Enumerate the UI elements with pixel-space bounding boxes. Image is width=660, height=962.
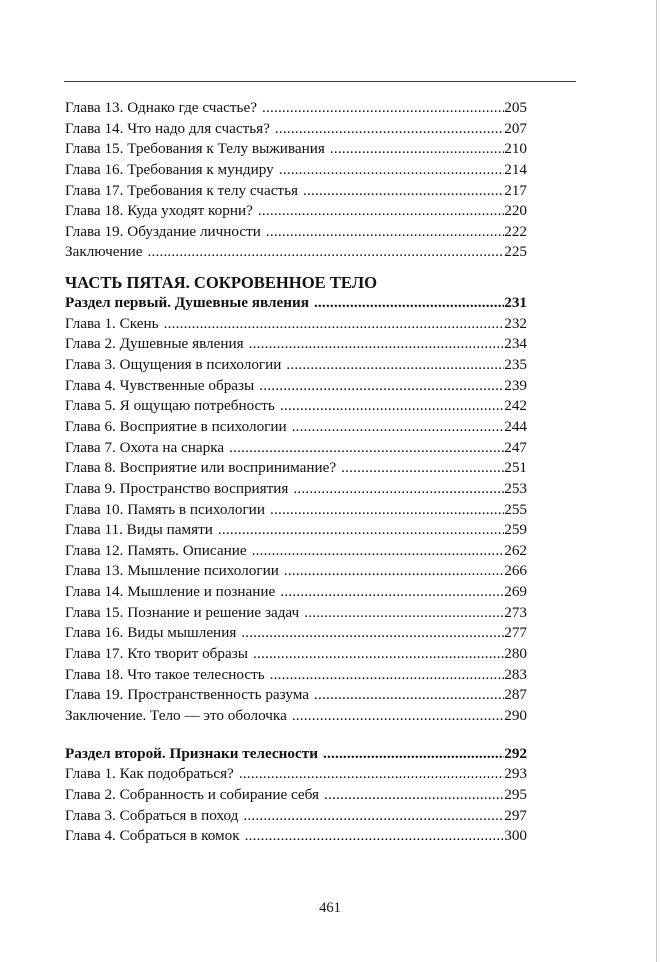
toc-block-section2	[65, 764, 527, 847]
toc-entry-page: 244	[504, 417, 527, 435]
dot-leader	[243, 806, 504, 827]
toc-entry-title: Глава 16. Виды мышления	[65, 624, 237, 642]
dot-leader	[279, 160, 505, 181]
toc-entry-title: Заключение. Тело — это оболочка	[65, 706, 287, 724]
dot-leader	[286, 355, 504, 376]
toc-entry-page: 210	[504, 140, 527, 158]
dot-leader	[275, 119, 504, 140]
section-gap	[65, 727, 527, 744]
dot-leader	[280, 396, 504, 417]
toc-entry	[65, 500, 527, 521]
toc-entry	[65, 242, 527, 263]
toc-entry	[65, 685, 527, 706]
dot-leader	[218, 520, 504, 541]
toc-entry-title: Глава 9. Пространство восприятия	[65, 479, 289, 497]
part-title: ЧАСТЬ ПЯТАЯ. СОКРОВЕННОЕ ТЕЛО	[65, 273, 378, 293]
toc-entry-title: Глава 10. Память в психологии	[65, 500, 265, 518]
toc-entry	[65, 706, 527, 727]
toc-entry-page: 205	[504, 99, 527, 116]
toc-entry-title: Глава 12. Память. Описание	[65, 541, 247, 559]
dot-leader	[266, 222, 504, 243]
toc-entry-page: 234	[504, 335, 527, 353]
dot-leader	[164, 314, 505, 335]
toc-entry-page: 293	[504, 765, 527, 783]
toc-entry-title: Глава 17. Кто творит образы	[65, 645, 248, 663]
dot-leader	[323, 744, 504, 765]
toc-entry-title: Глава 13. Мышление психологии	[65, 562, 279, 580]
toc-entry	[65, 181, 527, 202]
toc-entry	[65, 119, 527, 140]
dot-leader	[284, 561, 504, 582]
toc-entry-title: Глава 6. Восприятие в психологии	[65, 417, 287, 435]
toc-entry-title: Глава 18. Что такое телесность	[65, 665, 265, 683]
toc-entry-page: 207	[504, 119, 527, 137]
dot-leader	[330, 139, 504, 160]
toc-entry-page: 232	[504, 314, 527, 332]
toc-entry-title: Глава 2. Собранность и собирание себя	[65, 785, 320, 803]
toc-entry-page: 280	[504, 645, 527, 663]
toc-entry-title: Глава 1. Скень	[65, 314, 159, 332]
toc-entry-title: Глава 15. Требования к Телу выживания	[65, 140, 325, 158]
toc-entry-title: Заключение	[65, 243, 143, 261]
toc-entry	[65, 764, 527, 785]
toc-entry-title: Глава 18. Куда уходят корни?	[65, 202, 253, 220]
toc-entry	[65, 623, 527, 644]
toc-entry	[65, 355, 527, 376]
toc-entry-page: 266	[504, 562, 527, 580]
toc-entry	[65, 201, 527, 222]
toc-entry-title: Глава 15. Познание и решение задач	[65, 603, 300, 621]
toc-entry	[65, 417, 527, 438]
toc-entry	[65, 582, 527, 603]
dot-leader	[324, 785, 504, 806]
toc-entry-title: Глава 1. Как подобраться?	[65, 765, 234, 783]
toc-entry-title: Глава 14. Что надо для счастья?	[65, 119, 270, 137]
toc-entry-page: 295	[504, 785, 527, 803]
toc-entry-page: 300	[504, 827, 527, 845]
toc-entry-page: 259	[504, 521, 527, 539]
dot-leader	[341, 458, 504, 479]
toc-entry-title: Глава 13. Однако где счастье?	[65, 99, 257, 116]
toc-entry-title: Глава 19. Обуздание личности	[65, 222, 261, 240]
toc-entry-page: 242	[504, 397, 527, 415]
toc-entry	[65, 438, 527, 459]
toc-entry-page: 269	[504, 583, 527, 601]
toc-entry-title: Глава 2. Душевные явления	[65, 335, 244, 353]
toc-entry-title: Глава 11. Виды памяти	[65, 521, 213, 539]
toc-entry-title: Глава 17. Требования к телу счастья	[65, 181, 298, 199]
toc-entry	[65, 826, 527, 847]
dot-leader	[229, 438, 504, 459]
dot-leader	[245, 826, 505, 847]
dot-leader	[249, 334, 505, 355]
dot-leader	[292, 417, 505, 438]
toc-entry-page: 217	[504, 181, 527, 199]
toc-entry-page: 255	[504, 500, 527, 518]
toc-entry	[65, 603, 527, 624]
toc-entry-title: Глава 8. Восприятие или воспринимание?	[65, 459, 337, 477]
toc-entry-page: 235	[504, 356, 527, 374]
toc-entry-page: 277	[504, 624, 527, 642]
toc-entry-page: 251	[504, 459, 527, 477]
toc-block-part4-end	[65, 98, 527, 263]
toc-entry-title: Глава 3. Собраться в поход	[65, 806, 239, 824]
toc-entry-page: 253	[504, 479, 527, 497]
toc-entry	[65, 314, 527, 335]
dot-leader	[258, 201, 504, 222]
toc-entry-title: Глава 16. Требования к мундиру	[65, 160, 274, 178]
toc-entry-title: Раздел второй. Признаки телесности	[65, 744, 318, 762]
toc-entry-title: Раздел первый. Душевные явления	[65, 294, 309, 312]
dot-leader	[262, 98, 504, 119]
dot-leader	[239, 764, 504, 785]
toc-entry-title: Глава 7. Охота на снарка	[65, 438, 225, 456]
toc-entry-title: Глава 3. Ощущения в психологии	[65, 356, 282, 374]
toc-entry-page: 292	[504, 744, 527, 762]
toc-entry	[65, 541, 527, 562]
toc-entry-page: 283	[504, 665, 527, 683]
toc-entry-page: 297	[504, 806, 527, 824]
table-of-contents	[65, 98, 527, 847]
dot-leader	[304, 603, 504, 624]
toc-entry	[65, 334, 527, 355]
toc-entry-title: Глава 19. Пространственность разума	[65, 686, 309, 704]
dot-leader	[292, 706, 504, 727]
toc-entry-page: 290	[504, 706, 527, 724]
toc-entry-title: Глава 5. Я ощущаю потребность	[65, 397, 275, 415]
toc-entry-page: 239	[504, 376, 527, 394]
dot-leader	[314, 293, 504, 314]
toc-entry	[65, 479, 527, 500]
toc-entry-page: 247	[504, 438, 527, 456]
toc-entry	[65, 376, 527, 397]
toc-entry	[65, 665, 527, 686]
toc-entry-page: 273	[504, 603, 527, 621]
page-number: 461	[319, 900, 341, 916]
toc-entry-page: 231	[504, 294, 527, 312]
toc-entry-page: 225	[504, 243, 527, 261]
toc-entry	[65, 222, 527, 243]
toc-entry	[65, 644, 527, 665]
dot-leader	[293, 479, 504, 500]
toc-entry	[65, 806, 527, 827]
dot-leader	[147, 242, 504, 263]
dot-leader	[253, 644, 504, 665]
header-rule	[64, 81, 576, 82]
toc-section-heading	[65, 293, 527, 314]
dot-leader	[241, 623, 504, 644]
dot-leader	[303, 181, 504, 202]
toc-entry-title: Глава 14. Мышление и познание	[65, 583, 276, 601]
toc-entry	[65, 160, 527, 181]
toc-section-heading	[65, 744, 527, 765]
toc-entry-page: 287	[504, 686, 527, 704]
toc-entry	[65, 458, 527, 479]
toc-entry	[65, 785, 527, 806]
toc-entry-page: 220	[504, 202, 527, 220]
dot-leader	[270, 665, 505, 686]
toc-entry-page: 222	[504, 222, 527, 240]
toc-entry	[65, 561, 527, 582]
dot-leader	[270, 500, 504, 521]
toc-entry-page: 214	[504, 160, 527, 178]
dot-leader	[314, 685, 504, 706]
toc-entry-title: Глава 4. Чувственные образы	[65, 376, 255, 394]
toc-entry-title: Глава 4. Собраться в комок	[65, 827, 240, 845]
toc-entry	[65, 139, 527, 160]
toc-entry	[65, 520, 527, 541]
dot-leader	[280, 582, 504, 603]
dot-leader	[252, 541, 505, 562]
toc-entry-page: 262	[504, 541, 527, 559]
toc-block-section1	[65, 314, 527, 727]
dot-leader	[259, 376, 504, 397]
toc-entry	[65, 396, 527, 417]
toc-entry	[65, 98, 527, 119]
